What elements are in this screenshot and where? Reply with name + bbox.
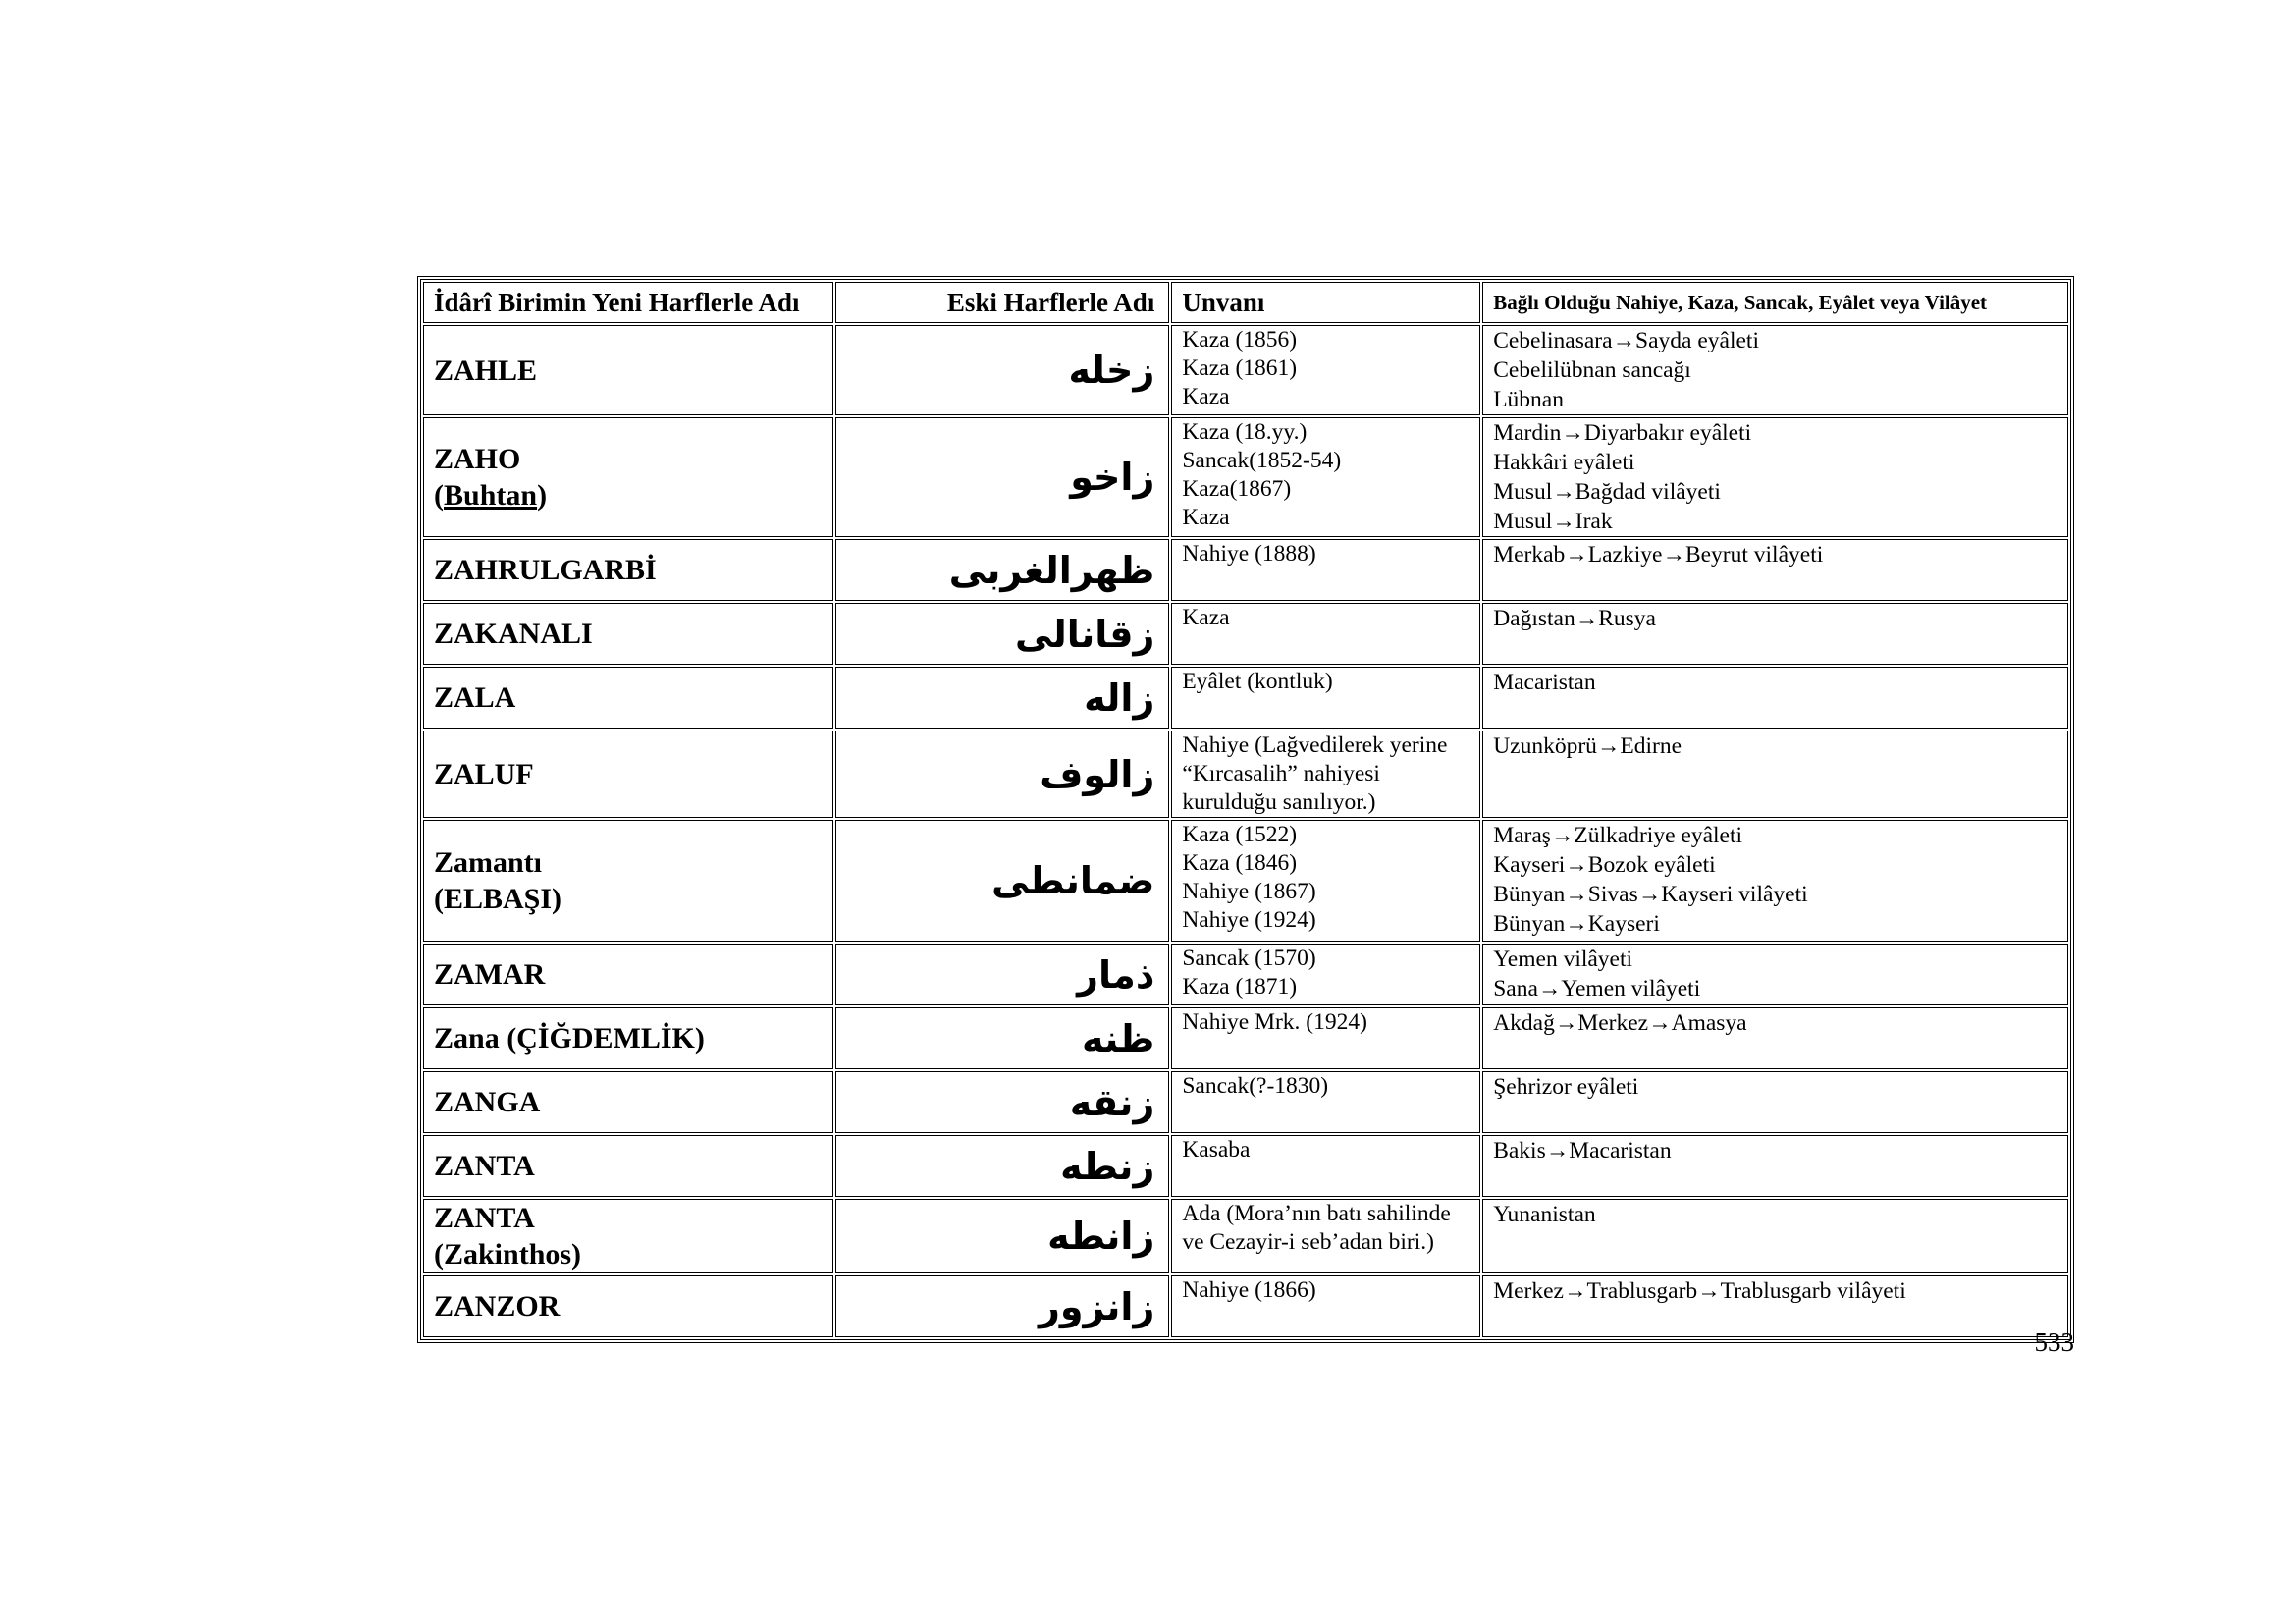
header-old-name: Eski Harflerle Adı <box>835 282 1170 323</box>
unit-parent <box>1482 820 2068 942</box>
table-row <box>423 667 2068 729</box>
status-line: Nahiye (1924) <box>1182 907 1316 933</box>
unit-new-name <box>423 1135 833 1197</box>
unit-parent <box>1482 1071 2068 1133</box>
unit-parent <box>1482 1199 2068 1273</box>
table-row <box>423 1071 2068 1133</box>
unit-status <box>1171 944 1480 1005</box>
unit-alt-name: (Buhtan) <box>434 479 548 512</box>
unit-status <box>1171 820 1480 942</box>
status-line: Nahiye (1866) <box>1182 1277 1316 1303</box>
unit-new-name <box>423 325 833 415</box>
unit-old-script-name: زالوف <box>835 731 1170 818</box>
unit-old-script-name: زنطه <box>835 1135 1170 1197</box>
unit-name-text: ZANTA <box>434 1202 535 1234</box>
status-line: “Kırcasalih” nahiyesi <box>1182 761 1380 786</box>
unit-status <box>1171 603 1480 665</box>
unit-new-name <box>423 539 833 601</box>
unit-parent <box>1482 944 2068 1005</box>
table-row <box>423 1275 2068 1337</box>
unit-new-name <box>423 1275 833 1337</box>
parent-line: Merkab→Lazkiye→Beyrut vilâyeti <box>1493 542 1824 568</box>
table-row <box>423 325 2068 415</box>
unit-name-text: ZALUF <box>434 758 534 790</box>
unit-parent <box>1482 539 2068 601</box>
status-line: Kaza <box>1182 384 1230 409</box>
table-row <box>423 417 2068 537</box>
parent-line: Yunanistan <box>1493 1202 1596 1227</box>
unit-old-script-name: زنقه <box>835 1071 1170 1133</box>
parent-line: Cebelinasara→Sayda eyâleti <box>1493 328 1759 353</box>
parent-line: Sana→Yemen vilâyeti <box>1493 976 1701 1001</box>
status-line: Kaza (1856) <box>1182 327 1298 352</box>
unit-new-name <box>423 603 833 665</box>
unit-status <box>1171 667 1480 729</box>
unit-new-name <box>423 417 833 537</box>
unit-old-script-name: ضمانطى <box>835 820 1170 942</box>
status-line: Kaza (18.yy.) <box>1182 419 1308 445</box>
unit-name-text: ZAMAR <box>434 958 546 991</box>
unit-status <box>1171 1135 1480 1197</box>
table-row <box>423 944 2068 1005</box>
status-line: Eyâlet (kontluk) <box>1182 669 1333 694</box>
status-line: Kaza(1867) <box>1182 476 1292 502</box>
unit-parent <box>1482 667 2068 729</box>
status-line: Nahiye (1867) <box>1182 879 1316 904</box>
parent-line: Bakis→Macaristan <box>1493 1138 1672 1164</box>
parent-line: Musul→Irak <box>1493 509 1613 534</box>
parent-line: Maraş→Zülkadriye eyâleti <box>1493 823 1743 848</box>
unit-status <box>1171 417 1480 537</box>
status-line: Kasaba <box>1182 1137 1251 1163</box>
parent-line: Mardin→Diyarbakır eyâleti <box>1493 420 1752 446</box>
table-row <box>423 731 2068 818</box>
table-row <box>423 603 2068 665</box>
unit-new-name <box>423 1071 833 1133</box>
unit-name-text: ZANZOR <box>434 1290 561 1323</box>
status-line: Kaza <box>1182 605 1230 630</box>
status-line: Kaza (1871) <box>1182 974 1298 1000</box>
unit-status <box>1171 731 1480 818</box>
parent-line: Uzunköprü→Edirne <box>1493 733 1682 759</box>
parent-line: Kayseri→Bozok eyâleti <box>1493 852 1716 878</box>
unit-name-text: ZAHLE <box>434 353 538 387</box>
header-parent-unit: Bağlı Olduğu Nahiye, Kaza, Sancak, Eyâlet veya Vilâyet <box>1482 282 2068 323</box>
unit-old-script-name: زقانالى <box>835 603 1170 665</box>
parent-line: Bünyan→Kayseri <box>1493 911 1660 937</box>
unit-new-name <box>423 1199 833 1273</box>
unit-status <box>1171 1275 1480 1337</box>
parent-line: Lübnan <box>1493 387 1564 412</box>
parent-line: Hakkâri eyâleti <box>1493 450 1635 475</box>
parent-line: Macaristan <box>1493 670 1596 695</box>
unit-old-script-name: زاله <box>835 667 1170 729</box>
parent-line: Bünyan→Sivas→Kayseri vilâyeti <box>1493 882 1808 907</box>
unit-name-text: Zana (ÇİĞDEMLİK) <box>434 1022 705 1055</box>
unit-status <box>1171 325 1480 415</box>
header-row <box>423 282 2068 323</box>
document-page <box>417 276 2074 1343</box>
status-line: Kaza (1846) <box>1182 850 1298 876</box>
status-line: Nahiye Mrk. (1924) <box>1182 1009 1367 1035</box>
unit-parent <box>1482 417 2068 537</box>
status-line: Sancak(?-1830) <box>1182 1073 1329 1099</box>
unit-alt-name: (ELBAŞI) <box>434 883 562 915</box>
unit-old-script-name: زانزور <box>835 1275 1170 1337</box>
header-new-name: İdârî Birimin Yeni Harflerle Adı <box>423 282 833 323</box>
unit-new-name <box>423 667 833 729</box>
unit-alt-name: (Zakinthos) <box>434 1238 582 1271</box>
status-line: ve Cezayir-i seb’adan biri.) <box>1182 1229 1434 1255</box>
parent-line: Yemen vilâyeti <box>1493 947 1633 972</box>
unit-status <box>1171 1071 1480 1133</box>
table-row <box>423 1007 2068 1069</box>
unit-new-name <box>423 820 833 942</box>
header-status: Unvanı <box>1171 282 1480 323</box>
table-header <box>423 282 2068 323</box>
unit-status <box>1171 1199 1480 1273</box>
parent-line: Musul→Bağdad vilâyeti <box>1493 479 1721 505</box>
unit-status <box>1171 1007 1480 1069</box>
parent-line: Şehrizor eyâleti <box>1493 1074 1639 1100</box>
status-line: Kaza <box>1182 505 1230 530</box>
unit-old-script-name: زانطه <box>835 1199 1170 1273</box>
unit-old-script-name: ذمار <box>835 944 1170 1005</box>
page-number: 533 <box>2034 1327 2074 1357</box>
unit-parent <box>1482 1007 2068 1069</box>
unit-parent <box>1482 325 2068 415</box>
unit-old-script-name: ظهرالغربى <box>835 539 1170 601</box>
unit-name-text: ZAHO <box>434 443 521 475</box>
unit-new-name <box>423 944 833 1005</box>
unit-parent <box>1482 731 2068 818</box>
parent-line: Dağıstan→Rusya <box>1493 606 1656 631</box>
unit-old-script-name: ظنه <box>835 1007 1170 1069</box>
administrative-units-table <box>417 276 2074 1343</box>
unit-parent <box>1482 1275 2068 1337</box>
status-line: Nahiye (Lağvedilerek yerine <box>1182 732 1448 758</box>
unit-old-script-name: زاخو <box>835 417 1170 537</box>
unit-status <box>1171 539 1480 601</box>
status-line: kurulduğu sanılıyor.) <box>1182 789 1376 815</box>
status-line: Sancak(1852-54) <box>1182 448 1342 473</box>
status-line: Kaza (1861) <box>1182 355 1298 381</box>
unit-new-name <box>423 731 833 818</box>
unit-name-text: Zamantı <box>434 846 543 879</box>
unit-new-name <box>423 1007 833 1069</box>
parent-line: Merkez→Trablusgarb→Trablusgarb vilâyeti <box>1493 1278 1906 1304</box>
unit-name-text: ZAHRULGARBİ <box>434 554 657 586</box>
table-row <box>423 1135 2068 1197</box>
unit-name-text: ZAKANALI <box>434 618 593 650</box>
table-row <box>423 820 2068 942</box>
table-row <box>423 539 2068 601</box>
status-line: Kaza (1522) <box>1182 822 1298 847</box>
table-row <box>423 1199 2068 1273</box>
status-line: Ada (Mora’nın batı sahilinde <box>1182 1201 1451 1226</box>
unit-parent <box>1482 1135 2068 1197</box>
unit-name-text: ZANTA <box>434 1150 535 1182</box>
unit-old-script-name: زخله <box>835 325 1170 415</box>
unit-parent <box>1482 603 2068 665</box>
parent-line: Akdağ→Merkez→Amasya <box>1493 1010 1747 1036</box>
status-line: Nahiye (1888) <box>1182 541 1316 567</box>
parent-line: Cebelilübnan sancağı <box>1493 357 1691 383</box>
status-line: Sancak (1570) <box>1182 946 1316 971</box>
unit-name-text: ZANGA <box>434 1086 541 1118</box>
table-body <box>423 325 2068 1337</box>
unit-name-text: ZALA <box>434 681 516 714</box>
